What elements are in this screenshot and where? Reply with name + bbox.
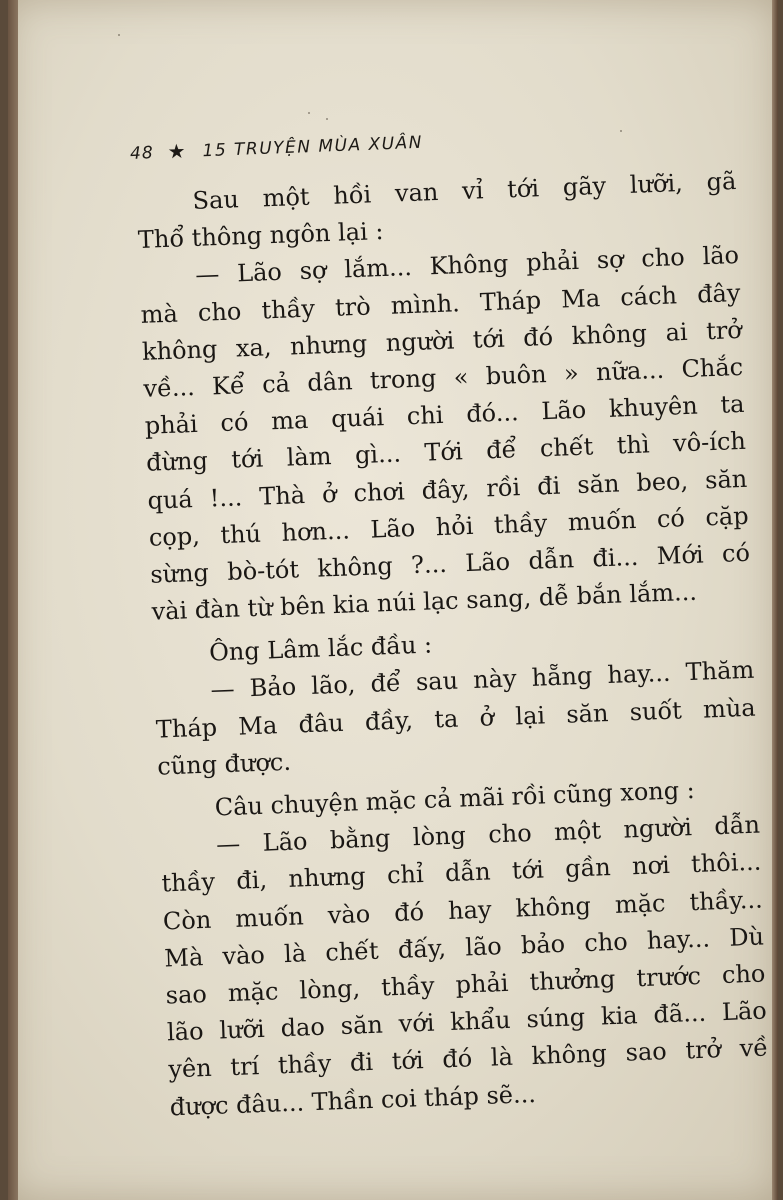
book-title: 15 TRUYỆN MÙA XUÂN: [202, 132, 424, 162]
text-line: về... Kể cả dân trong « buôn » nữa... Chắc: [142, 352, 744, 403]
page-left-edge: [8, 0, 18, 1200]
text-line: Câu chuyện mặc cả mãi rồi cũng xong :: [214, 775, 696, 822]
paper-speck: [118, 34, 120, 36]
text-line: Ông Lâm lắc đầu :: [208, 630, 433, 667]
text-line: mà cho thầy trò mình. Tháp Ma cách đây: [140, 278, 741, 329]
text-line: — Lão sợ lắm... Không phải sợ cho lão: [194, 241, 740, 290]
text-line: cọp, thú hơn... Lão hỏi thầy muốn có cặp: [148, 501, 750, 552]
text-line: không xa, nhưng người tới đó không ai trở: [141, 315, 743, 366]
star-icon: ★: [167, 138, 188, 164]
book-page: [8, 0, 778, 1200]
text-line: — Lão bằng lòng cho một người dẫn: [215, 810, 761, 859]
page-right-edge: [772, 0, 778, 1200]
text-line: phải có ma quái chi đó... Lão khuyên ta: [144, 389, 745, 440]
text-line: yên trí thầy đi tới đó là không sao trở về: [167, 1033, 769, 1084]
text-line: lão lưỡi dao săn với khẩu súng kia đã... Lão: [166, 996, 768, 1047]
page-number: 48: [129, 143, 155, 164]
paper-speck: [308, 112, 310, 114]
text-line: được đâu... Thần coi tháp sẽ...: [169, 1079, 537, 1121]
running-header: [130, 129, 424, 164]
text-line: vài đàn từ bên kia núi lạc sang, dễ bắn lắm...: [151, 577, 698, 626]
text-line: — Bảo lão, để sau này hẵng hay... Thăm: [210, 656, 755, 705]
text-line: quá !... Thà ở chơi đây, rồi đi săn beo, săn: [147, 464, 748, 515]
text-line: Tháp Ma đâu đầy, ta ở lại săn suốt mùa: [155, 693, 757, 744]
body-text: [136, 163, 770, 1126]
text-line: Mà vào là chết đấy, lão bảo cho hay... Dù: [163, 922, 765, 973]
text-line: sao mặc lòng, thầy phải thưởng trước cho: [165, 959, 766, 1010]
text-line: sừng bò-tót không ?... Lão dẫn đi... Mới có: [149, 538, 751, 589]
text-line: thầy đi, nhưng chỉ dẫn tới gần nơi thôi...: [161, 847, 762, 898]
text-line: Thổ thông ngôn lại :: [137, 217, 384, 255]
text-line: Sau một hồi van vỉ tới gãy lưỡi, gã: [192, 167, 737, 215]
paper-speck: [620, 130, 622, 132]
paper-speck: [326, 118, 328, 120]
text-line: đừng tới làm gì... Tới để chết thì vô-ích: [145, 427, 747, 478]
text-line: Còn muốn vào đó hay không mặc thầy...: [162, 885, 764, 936]
text-line: cũng được.: [156, 747, 292, 781]
